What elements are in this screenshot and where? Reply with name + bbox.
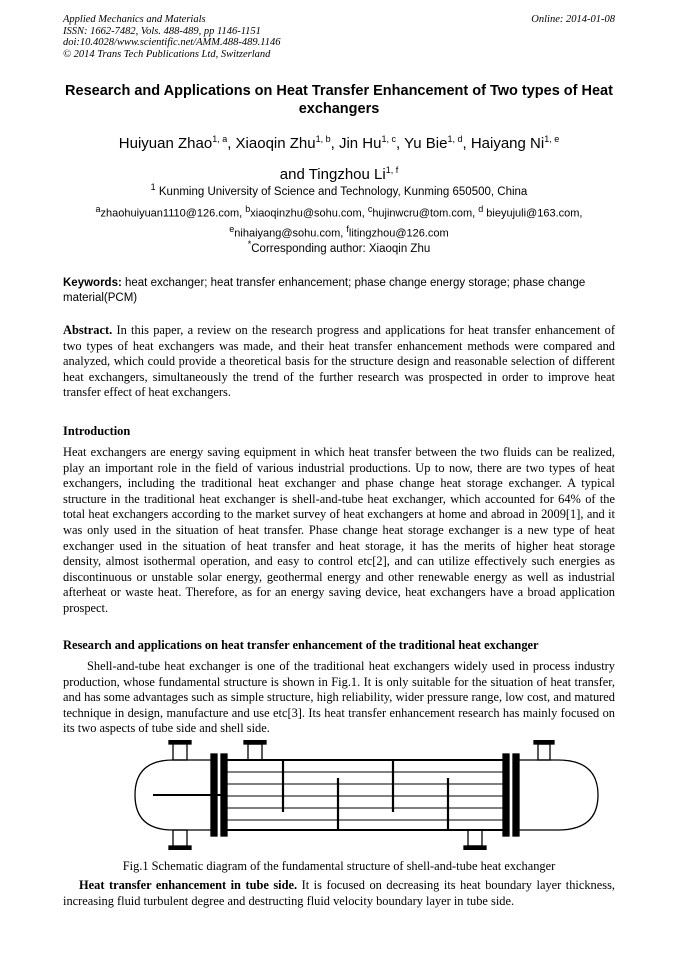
vent-nozzle-flange xyxy=(534,740,554,744)
author-sep: , xyxy=(330,135,339,152)
journal-header xyxy=(63,14,615,60)
email-sup: e xyxy=(229,223,235,234)
outlet-nozzle-shape xyxy=(173,830,187,848)
email-address: zhaohuiyuan1110@126.com, xyxy=(100,207,246,220)
email-address: hujinwcru@tom.com, xyxy=(372,207,479,220)
figure-caption: Fig.1 Schematic diagram of the fundamental structure of shell-and-tube heat exchanger xyxy=(122,859,556,873)
email-sup: a xyxy=(95,204,101,214)
author-sep: , xyxy=(462,135,471,152)
journal-name: Applied Mechanics and Materials xyxy=(63,14,206,25)
issn-line: ISSN: 1662-7482, Vols. 488-489, pp 1146-1151 xyxy=(63,25,261,37)
email-address: litingzhou@126.com xyxy=(348,227,449,240)
section2-heading: Research and applications on heat transfer enhancement of the traditional heat exchanger xyxy=(63,638,539,652)
affiliation-sup: 1 xyxy=(150,182,156,192)
paper-title: Research and Applications on Heat Transfer Enhancement of Two types of Heat exchangers xyxy=(65,83,613,117)
author-sup: 1, f xyxy=(385,165,399,175)
abstract-text: In this paper, a review on the research progress and applications for heat transfer enhancement of two types of heat exchangers was made, and their heat transfer enhancement methods were compared and analyzed, which could provide a theoretical basis for the structure design and reasonable selection of different heat exchangers, simultaneously the trend of the further research was prospected in order to improve heat transfer effect of heat exchangers. xyxy=(63,323,615,400)
tube-side-text: It is focused on decreasing its heat boundary layer thickness, increasing fluid turbulent degree and destructing fluid velocity boundary layer in tube side. xyxy=(63,878,615,908)
author-name: Haiyang Ni xyxy=(470,135,545,152)
heat-exchanger-figure xyxy=(133,740,603,850)
author-sep: , xyxy=(396,135,405,152)
email-address: bieyujuli@163.com, xyxy=(483,207,583,220)
outlet-nozzle-flange xyxy=(169,846,191,850)
inlet-nozzle-shape xyxy=(173,742,187,760)
right-tubesheet-shape xyxy=(503,754,509,836)
tube-bundle xyxy=(227,772,503,820)
author-sup: 1, a xyxy=(212,134,228,144)
author-name: Yu Bie xyxy=(404,135,448,152)
keywords-text: heat exchanger; heat transfer enhancement; phase change energy storage; phase change material(PCM) xyxy=(63,277,586,304)
shell-inlet-nozzle-shape xyxy=(248,744,262,760)
shell-inlet-nozzle-flange xyxy=(244,740,266,744)
online-date: Online: 2014-01-08 xyxy=(531,14,615,25)
corresponding-text: Corresponding author: Xiaoqin Zhu xyxy=(251,242,431,255)
author-sup: 1, b xyxy=(315,134,331,144)
email-sup: c xyxy=(367,204,373,214)
corresponding-author xyxy=(63,237,615,257)
right-head-shape xyxy=(519,760,598,830)
author-sup: 1, d xyxy=(447,134,463,144)
doi-line: doi:10.4028/www.scientific.net/AMM.488-489.1146 xyxy=(63,37,281,49)
section2-paragraph: Shell-and-tube heat exchanger is one of the traditional heat exchangers widely used in process industry production, whose fundamental structure is shown in Fig.1. It is only suitable for the situation of heat transfer, and has some advantages such as simple structure, high reliability, wider pressure range, low cost, and matured technique in design, manufacture and use etc[3]. Its heat transfer enhancement research has mainly focused on its two aspects of tube side and shell side. xyxy=(63,659,615,736)
email-sup: b xyxy=(245,204,251,214)
keywords-label: Keywords: xyxy=(63,277,122,289)
corresponding-sup: * xyxy=(247,239,252,249)
email-list xyxy=(63,202,615,241)
email-sup: d xyxy=(478,204,484,214)
tube-side-paragraph xyxy=(63,878,615,909)
email-line-1 xyxy=(63,202,615,222)
intro-heading: Introduction xyxy=(63,424,131,438)
author-name: Jin Hu xyxy=(338,135,382,152)
affiliation xyxy=(63,180,615,200)
author-sep: , xyxy=(227,135,236,152)
affiliation-text: Kunming University of Science and Technology, Kunming 650500, China xyxy=(155,185,528,198)
email-address: nihaiyang@sohu.com, xyxy=(234,227,347,240)
author-list xyxy=(63,126,615,188)
shell-outlet-nozzle-flange xyxy=(464,846,486,850)
tube-side-label: Heat transfer enhancement in tube side. xyxy=(79,878,298,892)
abstract xyxy=(63,323,615,401)
inlet-nozzle-flange xyxy=(169,740,191,744)
right-flange-shape xyxy=(513,754,519,836)
left-tubesheet-shape xyxy=(221,754,227,836)
author-name: Xiaoqin Zhu xyxy=(235,135,316,152)
abstract-label: Abstract. xyxy=(63,323,113,337)
intro-paragraph: Heat exchangers are energy saving equipment in which heat transfer between the two fluids can be realized, play an important role in the field of various industrial productions. Up to now, there are two types of heat exchangers, including the traditional heat exchanger and phase change heat storage exchanger. A typical structure in the traditional heat exchanger is shell-and-tube heat exchanger, which accounted for 64% of the total heat exchangers according to the market survey of heat exchangers at home and abroad in 2009[1], and it was only used in the situation of heat transfer. Phase change heat storage exchanger is a new type of heat exchanger used in the situation of heat transfer and heat storage, it has the merits of higher heat storage density, almost isothermal operation, and easy to control etc[2], and can utilize effectively such energies as discontinuous or unstable solar energy, geothermal energy and other renewable energy as well as industrial afterheat or waste heat. Therefore, as for an energy saving device, heat exchangers have a broad application prospect. xyxy=(63,445,615,615)
keywords xyxy=(63,276,615,305)
author-line-1 xyxy=(63,126,615,157)
shell-outlet-nozzle-shape xyxy=(468,830,482,846)
author-name: and Tingzhou Li xyxy=(279,166,386,183)
email-sup: f xyxy=(346,223,349,234)
author-name: Huiyuan Zhao xyxy=(118,135,213,152)
author-sup: 1, c xyxy=(381,134,397,144)
author-sup: 1, e xyxy=(544,134,560,144)
vent-nozzle-shape xyxy=(538,744,550,760)
copyright-line: © 2014 Trans Tech Publications Ltd, Switzerland xyxy=(63,48,271,60)
email-address: xiaoqinzhu@sohu.com, xyxy=(250,207,368,220)
